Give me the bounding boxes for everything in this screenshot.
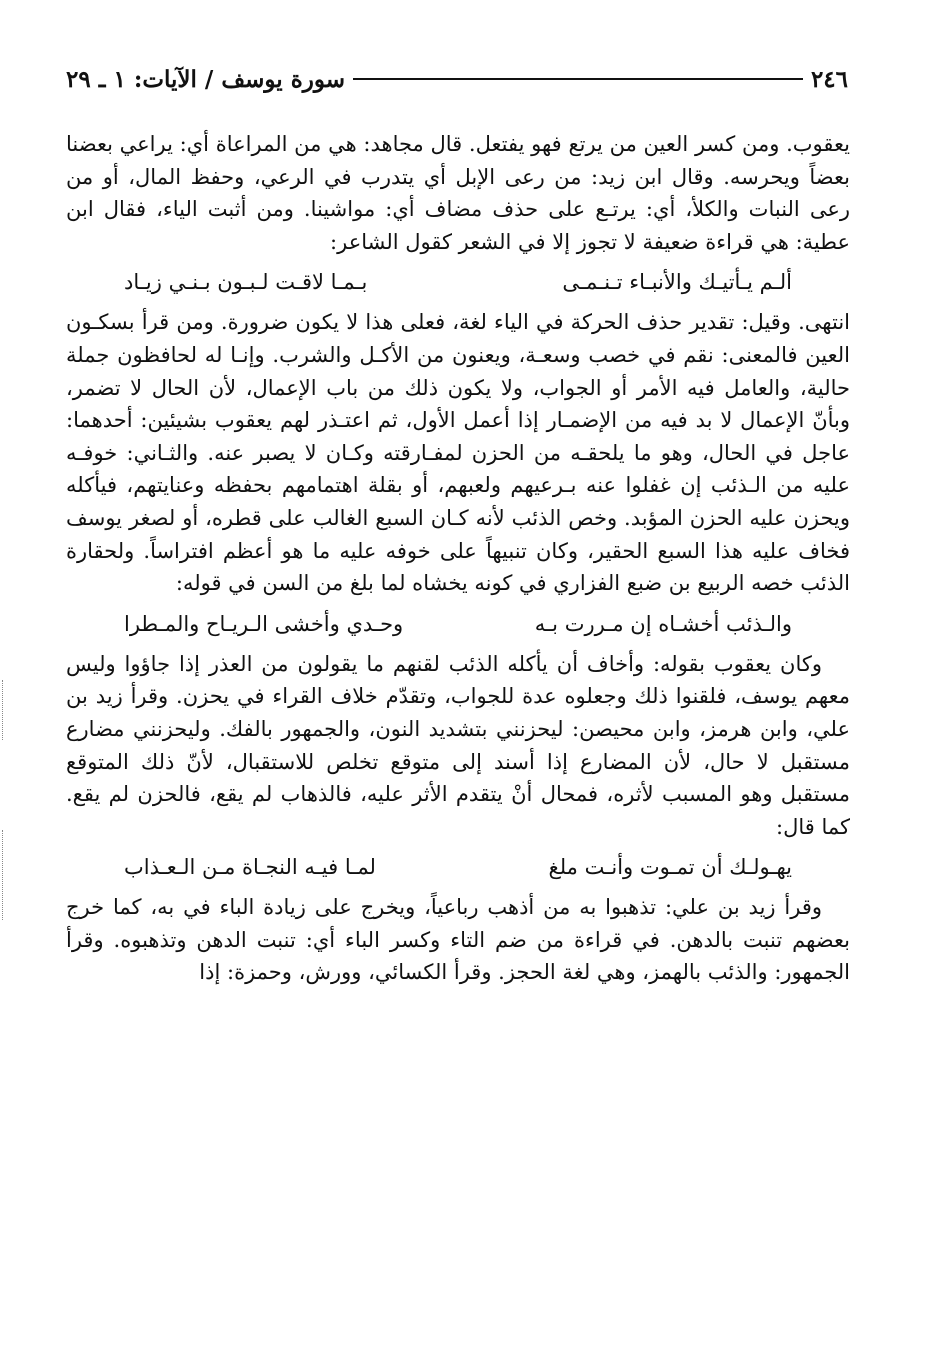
verse-second-hemistich: لمـا فيـه النجـاة مـن الـعـذاب [124,855,376,880]
page-number: ٢٤٦ [810,65,848,93]
header-rule [353,78,803,80]
paragraph: انتهى. وقيل: تقدير حذف الحركة في الياء لغة، فعلى هذا لا يكون ضرورة. ومن قرأ بسكـون العين فالمعنى: نقم في خصب وسعـة، ويعنون من الأكـل والشرب. وإنـا له لحافظون جملة حالية، والعامل فيه الأمر أو الجواب، ولا يكون ذلك من باب الإعمال، لأن الحال لا تضمر، وبأنّ الإعمال لا بد فيه من الإضمـار إذا أعمل الأول، ثم اعتـذر لهم يعقوب بشيئين: أحدهما: عاجل في الحال، وهو ما يلحقـه من الحزن لمفـارقته وكـان لا يصبر عنه. والثـاني: خوفـه عليه من الـذئب إن غفلوا عنه بـرعيهم ولعبهم، أو بقلة اهتمامهم بحفظه وعنايتهم، فيأكله ويحزن عليه الحزن المؤبد. وخص الذئب لأنه كـان السبع الغالب على قطره، أو لصغر يوسف فخاف عليه هذا السبع الحقير، وكان تنبيهاً على خوفه عليه ما هو أعظم افتراساً. ولحقارة الذئب خصه الربيع بن ضبع الفزاري في كونه يخشاه لما بلغ من السن في قوله: [66,310,850,596]
verse-second-hemistich: وحـدي وأخشى الـريـاح والمـطرا [124,611,404,636]
poetry-verse [66,608,850,640]
verse-second-hemistich: بـمـا لاقـت لـبـون بـنـي زيـاد [124,270,368,295]
verse-first-hemistich: يهـولـك أن تمـوت وأنـت ملغ [548,855,792,880]
paragraph: وقرأ زيد بن علي: تذهبوا به من أذهب رباعياً، ويخرج على زيادة الباء في به، كما خرج بعضهم تنبت بالدهن. في قراءة من ضم التاء وكسر الباء أي: تنبت الدهن وتذهبوه. وقرأ الجمهور: والذئب بالهمز، وهي لغة الحجز. وقرأ الكسائي، وورش، وحمزة: إذا [66,895,850,985]
paragraph: يعقوب. ومن كسر العين من يرتع فهو يفتعل. قال مجاهد: هي من المراعاة أي: يراعي بعضنا بعضاً ويحرسه. وقال ابن زيد: من رعى الإبل أي يتدرب في الرعي، وحفظ المال، أو من رعى النبات والكلأ، أي: يرتـع على حذف مضاف أي: مواشينا. ومن أثبت الياء، فقال ابن عطية: هي قراءة ضعيفة لا تجوز إلا في الشعر كقول الشاعر: [66,132,850,254]
paragraph: وكان يعقوب بقوله: وأخاف أن يأكله الذئب لقنهم ما يقولون من العذر إذا جاؤوا وليس معهم يوسف، فلقنوا ذلك وجعلوه عدة للجواب، وتقدّم خلاف القراء في يحزن. وقرأ زيد بن علي، وابن هرمز، وابن محيصن: ليحزنني بتشديد النون، والجمهور بالفك. وليحزنني مضارع مستقبل لا حال، لأن المضارع إذا أسند إلى متوقع تخلص للاستقبال، لأنّ ذلك المتوقع مستقبل وهو المسبب لأثره، فمحال أنْ يتقدم الأثر عليه، فالذهاب لم يقع، فالحزن لم يقع. كما قال: [66,651,850,839]
poetry-verse [66,266,850,298]
header-title: سورة يوسف / الآيات: ١ ـ ٢٩ [66,65,346,93]
page-body [66,128,850,989]
poetry-verse [66,851,850,883]
running-header [66,62,848,96]
verse-first-hemistich: والـذئب أخشـاه إن مـررت بـه [534,611,792,636]
scan-margin-mark [2,830,9,920]
scan-margin-mark [2,680,9,740]
verse-first-hemistich: ألـم يـأتيـك والأنبـاء تـنـمـى [562,270,792,295]
